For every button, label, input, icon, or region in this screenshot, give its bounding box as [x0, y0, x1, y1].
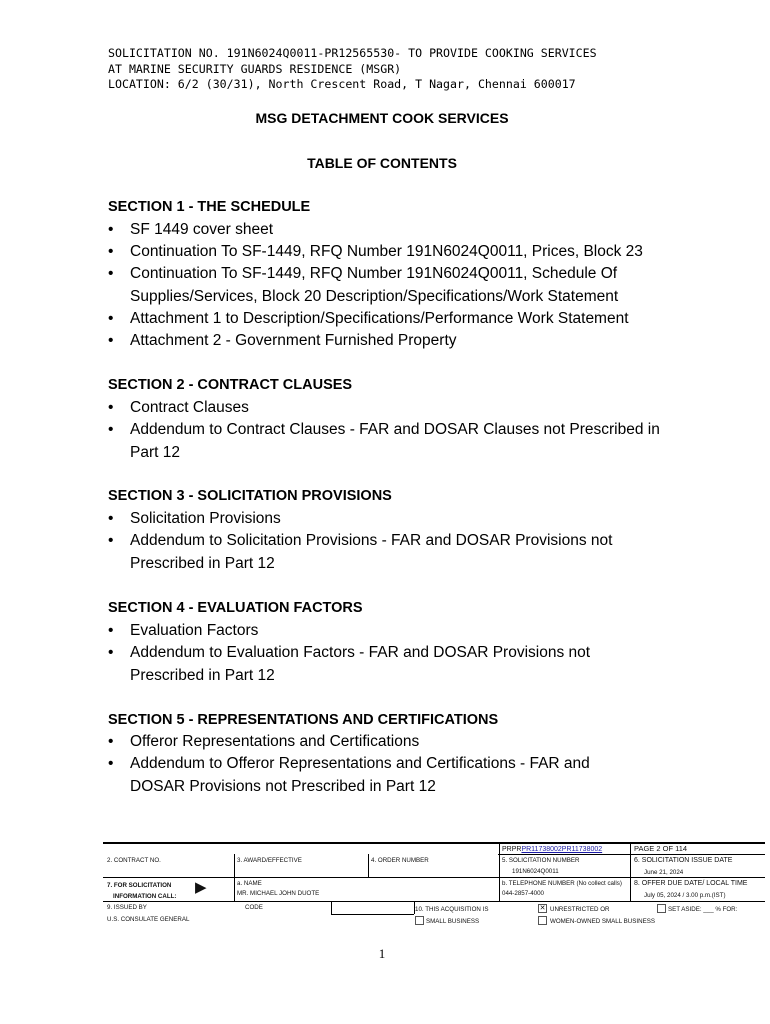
set-aside-label: SET ASIDE: ___ % FOR: — [668, 906, 738, 913]
page-of-label: PAGE 2 OF 114 — [634, 844, 688, 853]
code-label: CODE — [245, 904, 263, 911]
bullet-icon: • — [108, 221, 114, 238]
solicitation-header — [108, 46, 597, 93]
form-divider — [368, 854, 369, 877]
order-number-label: 4. ORDER NUMBER — [371, 857, 429, 864]
section-5-heading: SECTION 5 - REPRESENTATIONS AND CERTIFICATIONS — [108, 712, 499, 728]
information-call-label: INFORMATION CALL: — [113, 893, 177, 900]
list-item: • Contract Clauses — [108, 397, 708, 420]
unrestricted-checkbox[interactable]: ✕ — [539, 905, 546, 912]
bullet-icon: • — [108, 399, 114, 416]
sf1449-form-fragment — [103, 840, 765, 930]
list-item: • Addendum to Contract Clauses - FAR and DOSAR Clauses not Prescribed in Part 12 — [108, 421, 660, 461]
bullet-icon: • — [108, 622, 114, 639]
form-divider — [331, 901, 332, 914]
section-3-heading: SECTION 3 - SOLICITATION PROVISIONS — [108, 488, 392, 504]
contact-name-value: MR. MICHAEL JOHN DUOTE — [237, 890, 320, 897]
award-effective-label: 3. AWARD/EFFECTIVE — [237, 857, 302, 864]
list-item: • Continuation To SF-1449, RFQ Number 191N6024Q0011, Prices, Block 23 — [108, 241, 708, 264]
form-divider — [103, 901, 765, 902]
solicitation-number-value: 191N6024Q0011 — [512, 868, 559, 875]
form-divider — [331, 914, 414, 915]
women-owned-checkbox[interactable] — [538, 916, 547, 925]
women-owned-label: WOMEN-OWNED SMALL BUSINESS — [550, 918, 655, 925]
bullet-icon: • — [108, 310, 114, 327]
offer-due-value: July 05, 2024 / 3.00 p.m.(IST) — [644, 892, 726, 899]
bullet-icon: • — [108, 510, 114, 527]
section-1-heading: SECTION 1 - THE SCHEDULE — [108, 199, 311, 215]
acquisition-label: 10. THIS ACQUISITION IS — [415, 906, 489, 913]
list-item: • Attachment 1 to Description/Specifications/Performance Work Statement — [108, 308, 708, 331]
for-solicitation-label: 7. FOR SOLICITATION — [107, 882, 172, 889]
list-item: • Addendum to Evaluation Factors - FAR and DOSAR Provisions not Prescribed in Part 12 — [108, 644, 591, 684]
list-item: • Addendum to Offeror Representations and Certifications - FAR and DOSAR Provisions not Prescribed in Part 12 — [108, 755, 590, 795]
bullet-icon: • — [108, 644, 114, 661]
bullet-icon: • — [108, 265, 114, 282]
header-line-2: AT MARINE SECURITY GUARDS RESIDENCE (MSGR) — [108, 61, 402, 76]
list-item: • Attachment 2 - Government Furnished Property — [108, 330, 708, 353]
solicitation-number-label: 5. SOLICITATION NUMBER — [502, 857, 580, 864]
set-aside-checkbox[interactable] — [657, 904, 666, 913]
page-number: 1 — [378, 946, 386, 961]
contract-no-label: 2. CONTRACT NO. — [107, 857, 161, 864]
document-title: MSG DETACHMENT COOK SERVICES — [255, 110, 509, 126]
issue-date-value: June 21, 2024 — [644, 869, 684, 876]
issued-by-label: 9. ISSUED BY — [107, 904, 147, 911]
small-business-checkbox[interactable] — [415, 916, 424, 925]
consulate-label: U.S. CONSULATE GENERAL — [107, 916, 190, 923]
unrestricted-label: UNRESTRICTED OR — [550, 906, 610, 913]
list-item: • Addendum to Solicitation Provisions - FAR and DOSAR Provisions not Prescribed in Part 12 — [108, 532, 613, 572]
issue-date-label: 6. SOLICITATION ISSUE DATE — [634, 857, 733, 864]
bullet-icon: • — [108, 332, 114, 349]
pr-link[interactable]: PR11738002PR11738002 — [521, 846, 603, 853]
form-divider — [234, 854, 235, 901]
telephone-label: b. TELEPHONE NUMBER (No collect calls) — [502, 880, 622, 887]
bullet-icon: • — [108, 421, 114, 438]
bullet-icon: • — [108, 243, 114, 260]
form-divider — [498, 854, 765, 855]
list-item: • Solicitation Provisions — [108, 508, 708, 531]
list-item: • Evaluation Factors — [108, 620, 708, 643]
pr-reference: PRPRPR11738002PR11738002 — [502, 846, 603, 853]
form-divider — [499, 842, 500, 901]
arrow-right-icon: ▶ — [195, 879, 207, 896]
list-item: • Continuation To SF-1449, RFQ Number 191N6024Q0011, Schedule Of Supplies/Services, Block 20 Description/Specifications/Work Statement — [108, 265, 619, 305]
list-item: • Offeror Representations and Certifications — [108, 731, 708, 754]
bullet-icon: • — [108, 733, 114, 750]
bullet-icon: • — [108, 755, 114, 772]
telephone-value: 044-2857-4000 — [502, 890, 544, 897]
form-divider — [630, 842, 631, 901]
header-line-3: LOCATION: 6/2 (30/31), North Crescent Road, T Nagar, Chennai 600017 — [108, 77, 576, 91]
bullet-icon: • — [108, 532, 114, 549]
list-item: • SF 1449 cover sheet — [108, 219, 708, 242]
header-line-1: SOLICITATION NO. 191N6024Q0011-PR12565530- TO PROVIDE COOKING SERVICES — [108, 46, 597, 60]
section-4-heading: SECTION 4 - EVALUATION FACTORS — [108, 600, 363, 616]
toc-title: TABLE OF CONTENTS — [307, 155, 457, 171]
offer-due-label: 8. OFFER DUE DATE/ LOCAL TIME — [634, 880, 748, 887]
section-2-heading: SECTION 2 - CONTRACT CLAUSES — [108, 377, 353, 393]
small-business-label: SMALL BUSINESS — [426, 918, 480, 925]
name-label: a. NAME — [237, 880, 262, 887]
